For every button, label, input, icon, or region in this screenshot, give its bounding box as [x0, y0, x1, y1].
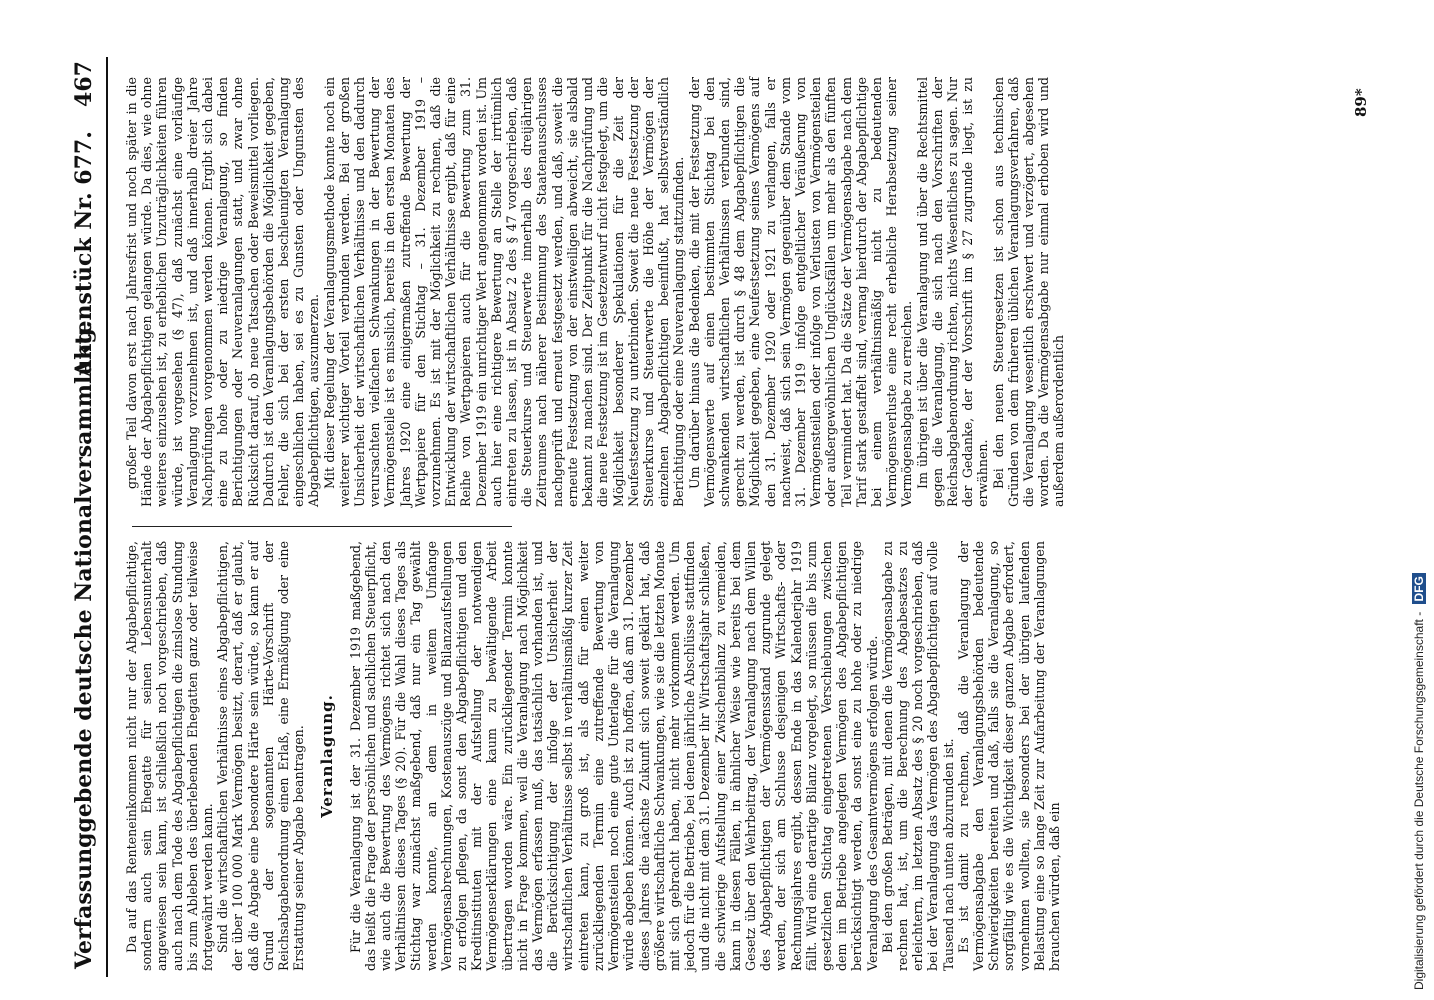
signature-mark: 89* — [1352, 88, 1370, 117]
credit-text: Digitalisierung gefördert durch die Deutsche Forschungsgemeinschaft - — [1412, 611, 1426, 990]
page-header — [62, 57, 108, 977]
paragraph: Für die Veranlagung ist der 31. Dezember 1919 maßgebend, das heißt die Frage der persönlichen und sachlichen Steuerpflicht, wie auch die Bewertung des Vermögens richtet sich nach den Verhältnissen dieses Tages (§ 20). Für die Wahl dieses Tages als Stichtag war zunächst maßgebend, daß nur ein Tag gewählt werden konnte, an dem in weitem Umfange Vermögensabrechnungen, Kostenauszüge und Bilanzaufstellungen zu erfolgen pflegen, da sonst den Abgabepflichtigen und den Kreditinstituten mit der Aufstellung der notwendigen Vermögenserklärungen eine kaum zu bewältigende Arbeit übertragen worden wäre. Ein zurückliegender Termin konnte nicht in Frage kommen, weil die Veranlagung nach Möglichkeit das Vermögen erfassen muß, das tatsächlich vorhanden ist, und die Berücksichtigung der infolge der Unsicherheit der wirtschaftlichen Verhältnisse selbst in verhältnismäßig kurzer Zeit eintreten kann, zu groß ist, als daß für einen weiter zurückliegenden Termin eine zutreffende Bewertung von Vermögensteilen noch eine gute Unterlage für die Veranlagung würde abgeben können. Auch ist zu hoffen, daß am 31. Dezember dieses Jahres die nächste Zukunft sich soweit geklärt hat, daß größere wirtschaftliche Schwankungen, wie sie die letzten Monate mit sich gebracht haben, nicht mehr vorkommen werden. Um jedoch für die Betriebe, bei denen jährliche Abschlüsse stattfinden und die nicht mit dem 31. Dezember ihr Wirtschaftsjahr schließen, die schwierige Aufstellung einer Zwischenbilanz zu vermeiden, kann in diesen Fällen, in ähnlicher Weise wie bereits bei dem Gesetz über den Wehrbeitrag, der Veranlagung nach dem Willen des Abgabepflichtigen der Vermögensstand zugrunde gelegt werden, der sich am Schlusse desjenigen Wirtschafts- oder Rechnungsjahres ergibt, dessen Ende in das Kalenderjahr 1919 fällt. Wird eine derartige Bilanz vorgelegt, so müssen die bis zum gesetzlichen Stichtag eingetretenen Verschiebungen zwischen dem im Betriebe angelegten Vermögen des Abgabepflichtigen berücksichtigt werden, da sonst eine zu hohe oder zu niedrige Veranlagung des Gesamtvermögens erfolgen würde. — [347, 541, 880, 971]
header-document-ref: Aktenstück Nr. 677. — [71, 131, 97, 377]
paragraph: Um darüber hinaus die Bedenken, die mit der Festsetzung der Vermögenswerte auf einen bestimmten Stichtag bei den schwankenden wirtschaftlichen Verhältnissen verbunden sind, gerecht zu werden, ist durch § 48 dem Abgabepflichtigen die Möglichkeit gegeben, eine Neufestsetzung seines Vermögens auf den 31. Dezember 1920 oder 1921 zu verlangen, falls er nachweist, daß sich sein Vermögen gegenüber dem Stande vom 31. Dezember 1919 infolge entgeltlicher Veräußerung von Vermögensteilen oder infolge von Verlusten von Vermögensteilen oder außergewöhnlichen Unglücksfällen um mehr als den fünften Teil vermindert hat. Da die Sätze der Vermögensabgabe nach dem Tarif stark gestaffelt sind, vermag hierdurch der Abgabepflichtige bei einem verhältnismäßig nicht zu bedeutenden Vermögensverluste eine recht erhebliche Herabsetzung seiner Vermögensabgabe zu erreichen. — [686, 77, 915, 507]
paragraph: Bei den großen Beträgen, mit denen die Vermögensabgabe zu rechnen hat, ist, um die Berechnung des Abgabesatzes zu erleichtern, im letzten Absatz des § 20 noch vorgeschrieben, daß bei der Veranlagung das Vermögen des Abgabepflichtigen auf volle Tausend nach unten abzurunden ist. — [879, 541, 956, 971]
section-heading: Veranlagung. — [318, 694, 337, 818]
paragraph: Bei den neuen Steuergesetzen ist schon aus technischen Gründen von dem früheren üblichen Veranlagungsverfahren, daß die Veranlagung wesentlich erschwert und verzögert, abgesehen worden. Da die Vermögensabgabe nur einmal erhoben wird und außerdem außerordentlich — [990, 77, 1067, 507]
digitization-credit — [1412, 573, 1426, 990]
paragraph: großer Teil davon erst nach Jahresfrist und noch später in die Hände der Abgabepflichtigen gelangen würde. Da dies, wie ohne weiteres einzusehen ist, zu erheblichen Unzuträglichkeiten führen würde, ist vorgesehen (§ 47), daß zunächst eine vorläufige Veranlagung vorzunehmen ist, und daß innerhalb dreier Jahre Nachprüfungen vorgenommen werden können. Ergibt sich dabei eine zu hohe oder zu niedrige Veranlagung, so finden Berichtigungen oder Neuveranlagungen statt, und zwar ohne Rücksicht darauf, ob neue Tatsachen oder Beweismittel vorliegen. Dadurch ist den Veranlagungsbehörden die Möglichkeit gegeben, Fehler, die sich bei der ersten beschleunigten Veranlagung eingeschlichen haben, sei es zu Gunsten oder Ungunsten des Abgabepflichtigen, auszumerzen. — [124, 77, 322, 507]
paragraph: Es ist damit zu rechnen, daß die Veranlagung der Vermögensabgabe den Veranlagungsbehörden bedeutende Schwierigkeiten bereiten und daß, falls sie die Veranlagung, so sorgfältig wie es die Wichtigkeit dieser ganzen Abgabe erfordert, vornehmen wollten, sie besonders bei der übrigen laufenden Belastung eine so lange Zeit zur Aufarbeitung der Veranlagungen brauchen würden, daß ein — [955, 541, 1062, 971]
paragraph: Sind die wirtschaftlichen Verhältnisse eines Abgabepflichtigen, der über 100 000 Mark Vermögen besitzt, derart, daß er glaubt, daß die Abgabe eine besondere Härte sein würde, so kann er auf Grund der sogenannten Härte-Vorschrift der Reichsabgabenordnung einen Erlaß, eine Ermäßigung oder eine Erstattung seiner Abgabe beantragen. — [215, 541, 307, 971]
paragraph: Im übrigen ist über die Veranlagung und über die Rechtsmittel gegen die Veranlagung, die sich nach den Vorschriften der Reichsabgabenordnung richten, nichts Wesentliches zu sagen. Nur der Gedanke, der der Vorschrift im § 27 zugrunde liegt, ist zu erwähnen. — [914, 77, 991, 507]
header-title: Verfassunggebende deutsche Nationalversammlung. — [71, 320, 97, 969]
paragraph: Mit dieser Regelung der Veranlagungsmethode konnte noch ein weiterer wichtiger Vorteil verbunden werden. Bei der großen Unsicherheit der wirtschaftlichen Verhältnisse und den dadurch verursachten vielfachen Schwankungen in der Bewertung der Vermögensteile ist es misslich, bereits in den ersten Monaten des Jahres 1920 eine einigermaßen zutreffende Bewertung der Wertpapiere für den Stichtag – 31. Dezember 1919 – vorzunehmen. Es ist mit der Möglichkeit zu rechnen, daß die Entwicklung der wirtschaftlichen Verhältnisse ergibt, daß für eine Reihe von Wertpapieren auch für die Bewertung zum 31. Dezember 1919 ein unrichtiger Wert angenommen worden ist. Um auch hier eine richtigere Bewertung an Stelle der irrtümlich eintreten zu lassen, ist in Absatz 2 des § 47 vorgeschrieben, daß die Steuerkurse und Steuerwerte innerhalb des dreijährigen Zeitraumes nach näherer Bestimmung des Staatenausschusses nachgeprüft und erneut festgesetzt werden, und daß, soweit die erneute Festsetzung von der einstweiligen abweicht, sie alsbald bekannt zu machen sind. Der Zeitpunkt für die Nachprüfung und die neue Festsetzung ist im Gesetzentwurf nicht festgelegt, um die Möglichkeit besonderer Spekulationen für die Zeit der Neufestsetzung zu unterbinden. Soweit die neue Festsetzung der Steuerkurse und Steuerwerte die Höhe der Vermögen der einzelnen Abgabepflichtigen beeinflußt, hat selbstverständlich Berichtigung oder eine Neuveranlagung stattzufinden. — [321, 77, 687, 507]
dfg-logo-badge: DFG — [1412, 573, 1426, 604]
text-column-right — [124, 77, 1067, 507]
column-divider — [132, 526, 512, 527]
text-column-left — [124, 541, 1062, 971]
page-number: 467 — [71, 61, 97, 107]
rotated-document-page — [62, 57, 1392, 977]
paragraph: Da auf das Renteneinkommen nicht nur der Abgabepflichtige, sondern auch sein Ehegatte für seinen Lebensunterhalt angewiesen sein kann, ist schließlich noch vorgeschrieben, daß auch nach dem Tode des Abgabepflichtigen die zinslose Stundung bis zum Ableben des überlebenden Ehegatten ganz oder teilweise fortgewährt werden kann. — [124, 541, 216, 971]
